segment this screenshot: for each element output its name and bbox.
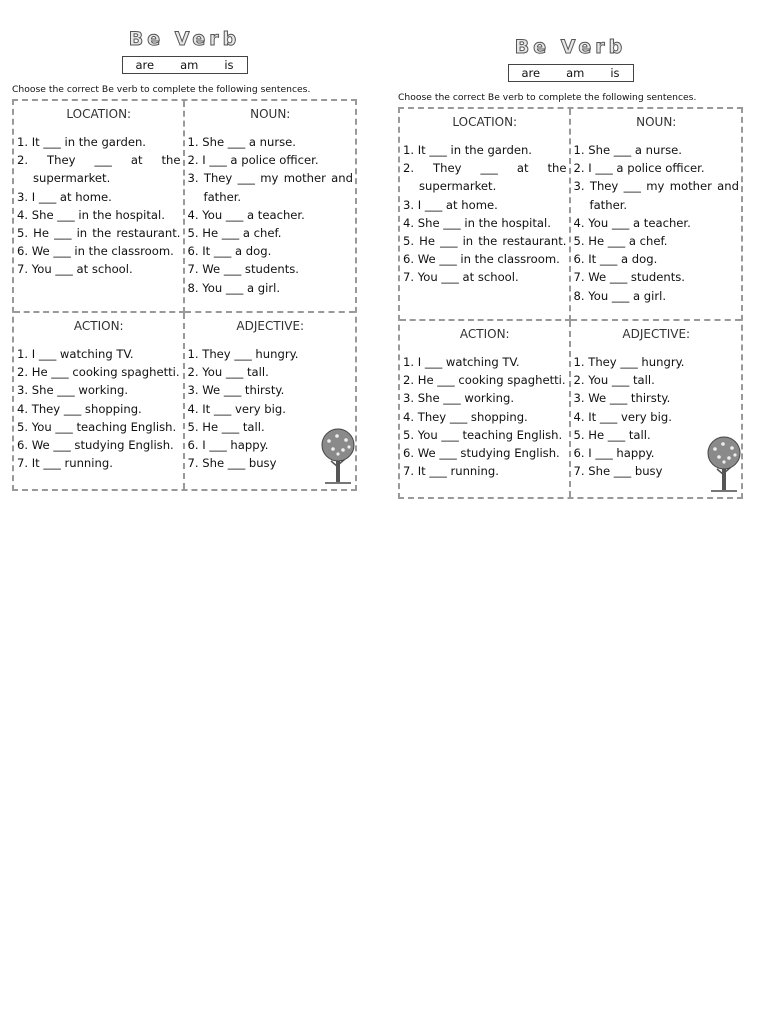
sentence-item: 6. We ___ in the classroom.: [403, 252, 560, 267]
sentence-item: 4. You ___ a teacher.: [187, 207, 305, 222]
sentence-item: 5. He ___ tall.: [187, 419, 265, 434]
sentence-item: 1. I ___ watching TV.: [403, 355, 520, 369]
sentence-item: 1. They ___ hungry.: [187, 347, 299, 361]
sentence-item: 1. I ___ watching TV.: [17, 347, 134, 361]
sentence-item: 7. It ___ running.: [403, 464, 499, 479]
sentence-item: 6. I ___ happy.: [573, 446, 655, 461]
worksheet-title: Be Verb: [514, 36, 627, 58]
word-bank-item: am: [566, 66, 585, 80]
instructions: Choose the correct Be verb to complete the following sentences.: [12, 84, 311, 95]
section-heading: NOUN:: [250, 107, 291, 121]
sentence-item: 6. It ___ a dog.: [573, 252, 658, 267]
sentence-item: 3. They ___ my mother and father.: [187, 171, 353, 204]
sentence-item: 2. You ___ tall.: [187, 365, 269, 380]
sentence-item: 3. I ___ at home.: [17, 189, 112, 204]
section-adjective: [185, 313, 356, 489]
sentence-item: 7. It ___ running.: [17, 456, 113, 471]
worksheet-1: [12, 26, 357, 491]
sentence-item: 2. They ___ at the supermarket.: [17, 153, 181, 186]
sentence-item: 5. He ___ in the restaurant.: [17, 226, 181, 241]
sentence-item: 1. They ___ hungry.: [573, 355, 685, 369]
sentence-item: 7. We ___ students.: [187, 262, 299, 277]
tree-icon: [705, 435, 743, 493]
section-heading: LOCATION:: [66, 107, 132, 121]
sentence-item: 5. You ___ teaching English.: [17, 419, 177, 434]
sentence-item: 3. They ___ my mother and father.: [573, 179, 739, 212]
sentence-item: 6. We ___ studying English.: [17, 438, 174, 453]
word-bank-item: are: [521, 66, 541, 80]
sentence-item: 4. You ___ a teacher.: [573, 215, 691, 230]
sentence-item: 5. He ___ tall.: [573, 427, 651, 442]
instructions: Choose the correct Be verb to complete the following sentences.: [398, 92, 697, 103]
worksheet-2: [398, 34, 743, 499]
sentence-item: 2. They ___ at the supermarket.: [403, 161, 567, 194]
sentence-item: 3. I ___ at home.: [403, 197, 498, 212]
word-bank-item: is: [224, 58, 234, 72]
section-action: [14, 313, 185, 489]
sentence-item: 4. It ___ very big.: [187, 401, 286, 416]
sentence-item: 2. I ___ a police officer.: [573, 161, 705, 176]
sentence-item: 7. You ___ at school.: [17, 262, 133, 277]
word-bank: [122, 56, 248, 74]
section-adjective: [571, 321, 742, 497]
word-bank: [508, 64, 634, 82]
sentence-item: 4. She ___ in the hospital.: [403, 215, 551, 230]
sentence-item: 6. It ___ a dog.: [187, 244, 272, 259]
section-heading: ACTION:: [459, 327, 510, 341]
sentence-item: 6. We ___ in the classroom.: [17, 244, 174, 259]
sentence-item: 5. He ___ a chef.: [187, 226, 282, 241]
section-noun: [185, 101, 356, 313]
sentence-item: 5. He ___ a chef.: [573, 234, 668, 249]
section-action: [400, 321, 571, 497]
sentence-item: 8. You ___ a girl.: [187, 280, 281, 295]
sentence-item: 4. She ___ in the hospital.: [17, 207, 165, 222]
section-heading: ADJECTIVE:: [236, 319, 305, 333]
section-heading: LOCATION:: [452, 115, 518, 129]
section-location: [400, 109, 571, 321]
sentence-item: 6. I ___ happy.: [187, 438, 269, 453]
sentence-item: 6. We ___ studying English.: [403, 446, 560, 461]
sentence-item: 2. He ___ cooking spaghetti.: [17, 365, 180, 380]
sentence-item: 1. It ___ in the garden.: [403, 143, 532, 157]
sentence-item: 8. You ___ a girl.: [573, 288, 667, 303]
tree-icon: [319, 427, 357, 485]
sentence-item: 1. It ___ in the garden.: [17, 135, 146, 149]
sentence-item: 1. She ___ a nurse.: [187, 135, 296, 149]
sentence-item: 7. We ___ students.: [573, 270, 685, 285]
sentence-item: 7. You ___ at school.: [403, 270, 519, 285]
section-heading: NOUN:: [636, 115, 677, 129]
sentence-item: 2. He ___ cooking spaghetti.: [403, 373, 566, 388]
sentence-item: 4. They ___ shopping.: [17, 401, 142, 416]
sentence-item: 2. I ___ a police officer.: [187, 153, 319, 168]
word-bank-item: are: [135, 58, 155, 72]
word-bank-item: is: [610, 66, 620, 80]
worksheet-title: Be Verb: [128, 28, 241, 50]
word-bank-item: am: [180, 58, 199, 72]
section-location: [14, 101, 185, 313]
exercise-grid: [398, 107, 743, 499]
sentence-item: 3. She ___ working.: [403, 391, 515, 406]
sentence-item: 5. He ___ in the restaurant.: [403, 234, 567, 249]
exercise-grid: [12, 99, 357, 491]
sentence-item: 4. It ___ very big.: [573, 409, 672, 424]
section-heading: ACTION:: [73, 319, 124, 333]
sentence-item: 2. You ___ tall.: [573, 373, 655, 388]
sentence-item: 7. She ___ busy: [573, 464, 663, 479]
sentence-item: 1. She ___ a nurse.: [573, 143, 682, 157]
section-heading: ADJECTIVE:: [622, 327, 691, 341]
sentence-item: 7. She ___ busy: [187, 456, 277, 471]
sentence-item: 3. We ___ thirsty.: [187, 383, 285, 398]
sentence-item: 3. She ___ working.: [17, 383, 129, 398]
sentence-item: 5. You ___ teaching English.: [403, 427, 563, 442]
sentence-item: 4. They ___ shopping.: [403, 409, 528, 424]
sentence-item: 3. We ___ thirsty.: [573, 391, 671, 406]
section-noun: [571, 109, 742, 321]
